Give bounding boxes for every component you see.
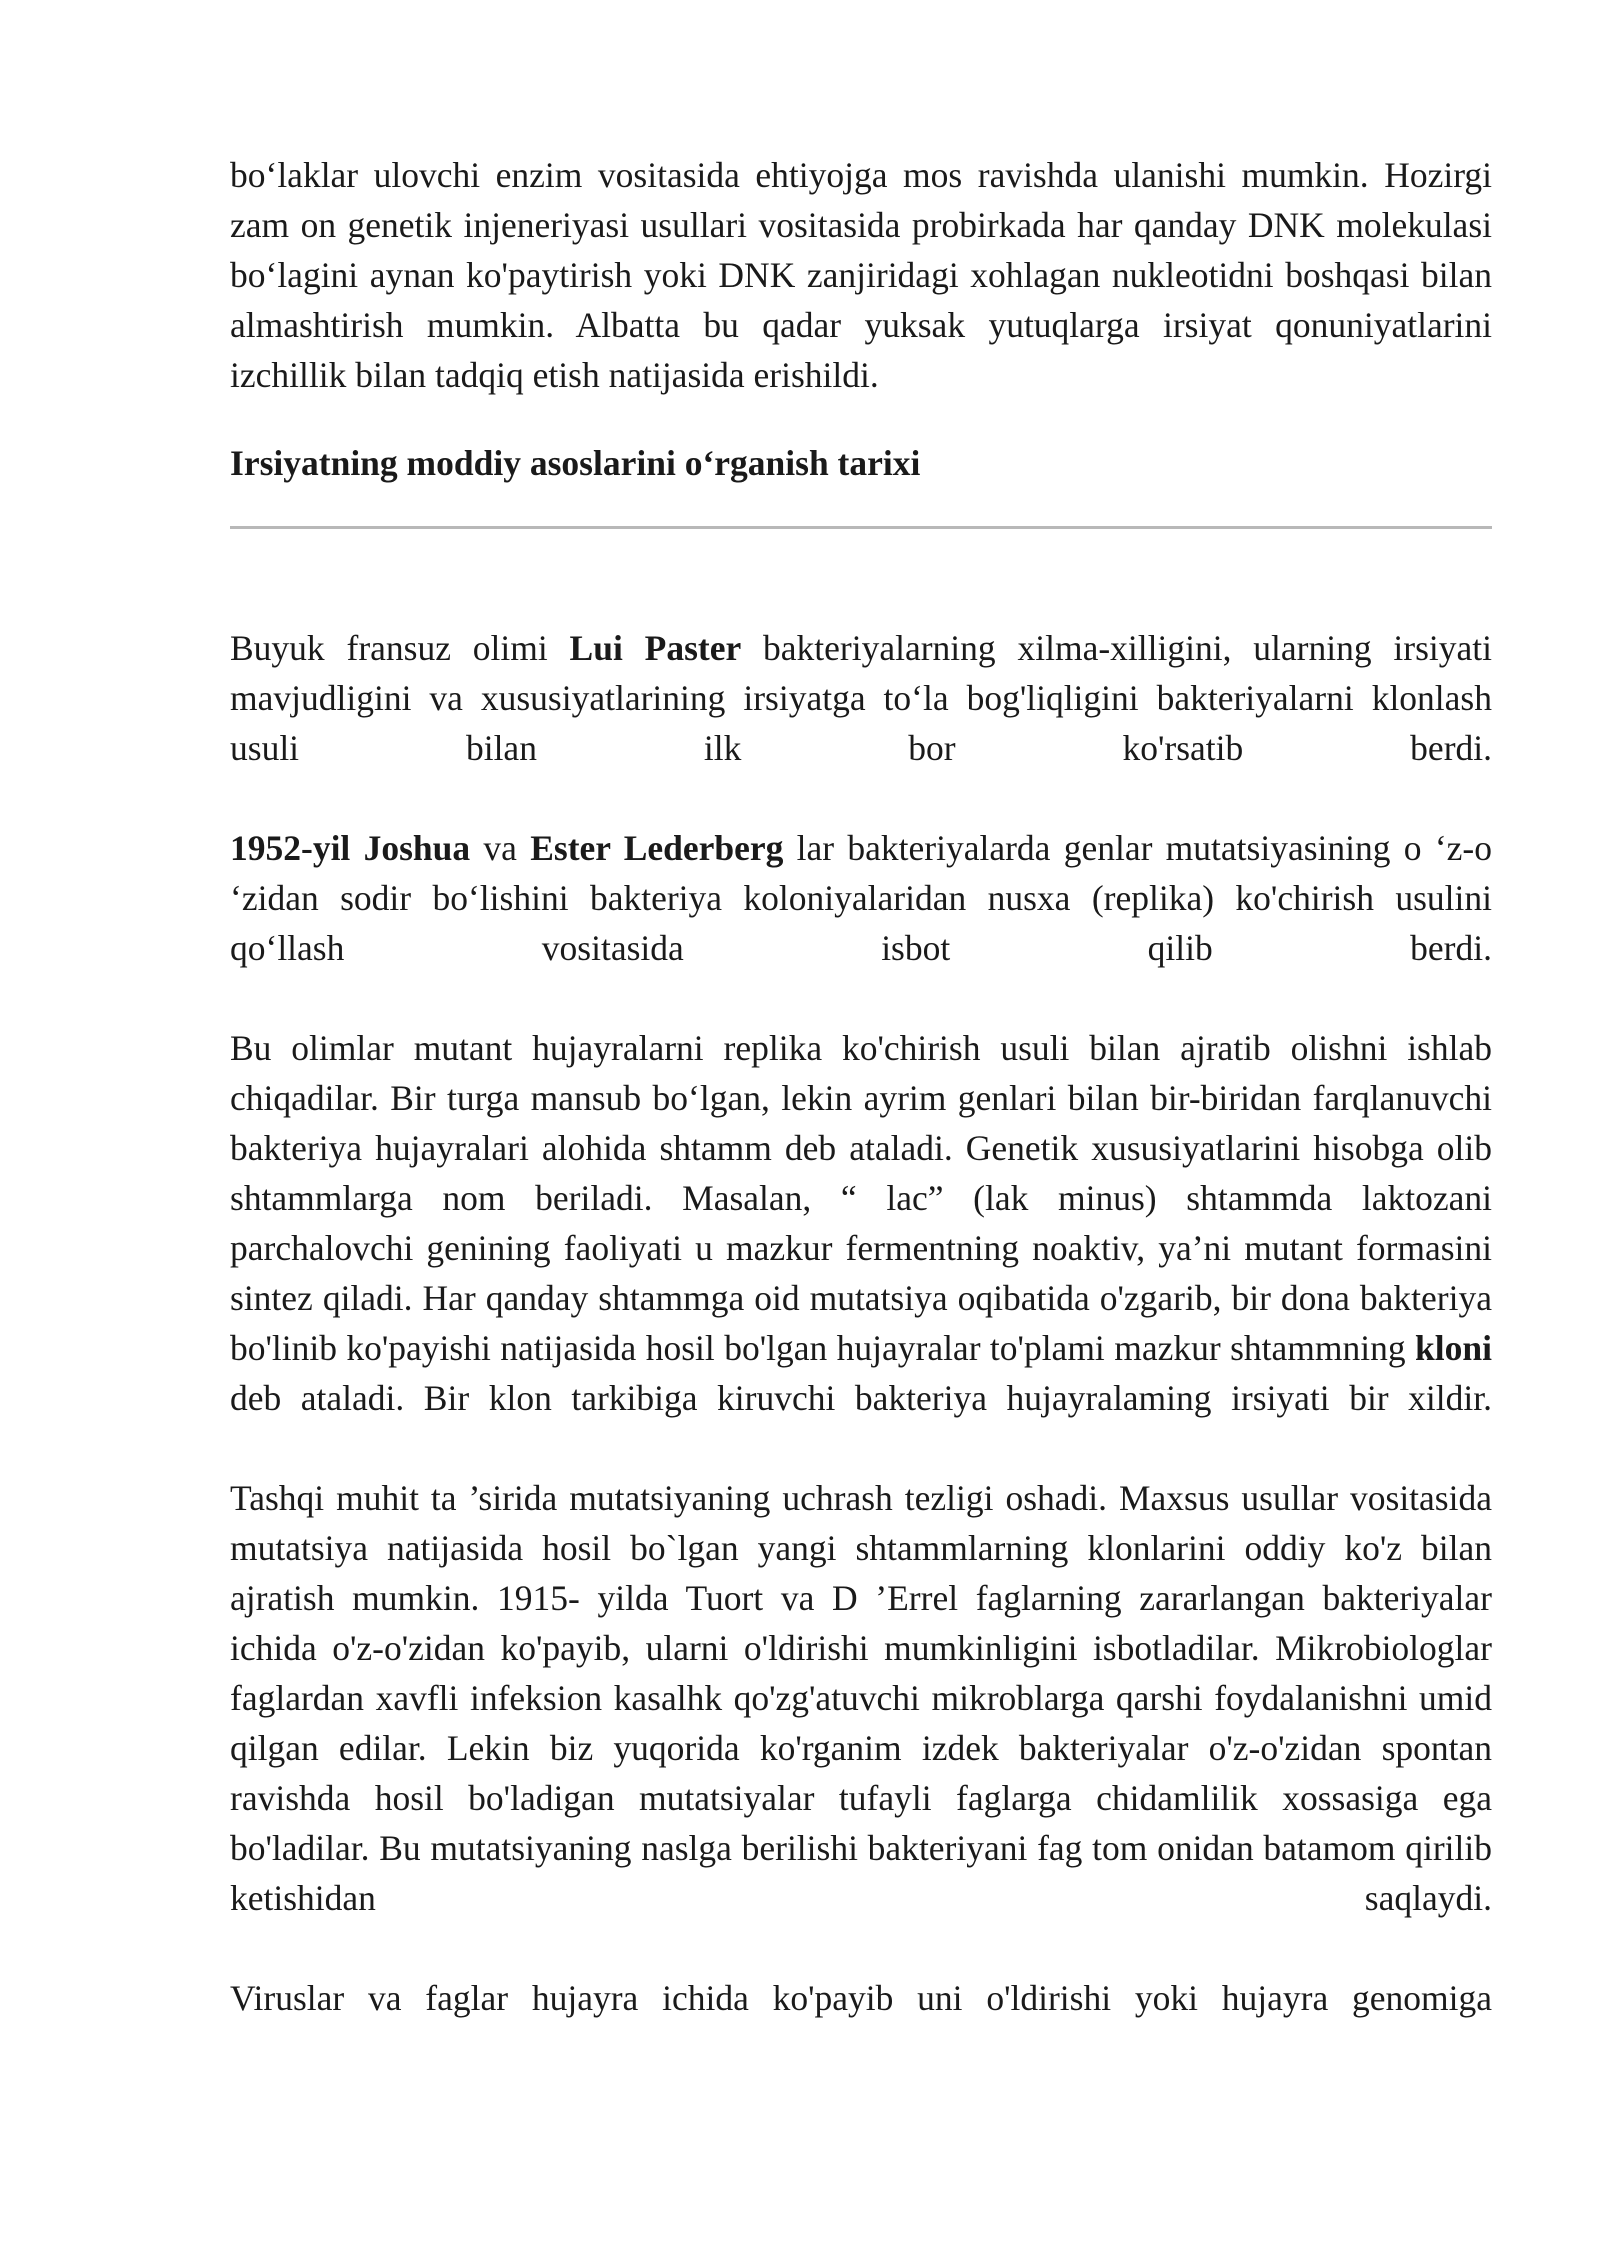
intro-paragraph: bo‘laklar ulovchi enzim vositasida ehtiyojga mos ravishda ulanishi mumkin. Hozirgi zam on genetik injeneriyasi usullari vositasida probirkada har qanday DNK molekulasi bo‘lagini aynan ko'paytirish yoki DNK zanjiridagi xohlagan nukleotidni boshqasi bilan almashtirish mumkin. Albatta bu qadar yuksak yutuqlarga irsiyat qonuniyatlarini izchillik bilan tadqiq etish natijasida erishildi. xyxy=(230,155,1492,395)
bold-term-kloni: kloni xyxy=(1415,1328,1492,1368)
paragraph-text: deb ataladi. Bir klon tarkibiga kiruvchi bakteriya hujayralaming irsiyati bir xildir. xyxy=(230,1378,1492,1418)
bold-year-joshua: 1952-yil Joshua xyxy=(230,828,471,868)
paragraph-lui-paster xyxy=(230,623,1492,773)
paragraph-viruses: Viruslar va faglar hujayra ichida ko'payib uni o'ldirishi yoki hujayra genomiga xyxy=(230,1978,1492,2018)
paragraph-text: Bu olimlar mutant hujayralarni replika ko'chirish usuli bilan ajratib olishni ishlab chiqadilar. Bir turga mansub bo‘lgan, lekin ayrim genlari bilan bir-biridan farqlanuvchi bakteriya hujayralari alohida shtamm deb ataladi. Genetik xususiyatlarini hisobga olib shtammlarga nom beriladi. Masalan, “ lac” (lak minus) shtammda laktozani parchalovchi genining faoliyati u mazkur fermentning noaktiv, ya’ni mutant formasini sintez qiladi. Har qanday shtammga oid mutatsiya oqibatida o'zgarib, bir dona bakteriya bo'linib ko'payishi natijasida hosil bo'lgan hujayralar to'plami mazkur shtammning xyxy=(230,1028,1492,1368)
document-page xyxy=(230,150,1492,2023)
paragraph-text: bakteriyalarning xilma-xilligini, ularning irsiyati mavjudligini va xususiyatlarining irsiyatga to‘la bog'liqligini bakteriyalarni klonlash usuli bilan ilk bor ko'rsatib berdi. xyxy=(230,628,1492,768)
paragraph-lederberg xyxy=(230,823,1492,973)
paragraph-mutation-rate: Tashqi muhit ta ’sirida mutatsiyaning uchrash tezligi oshadi. Maxsus usullar vositasida mutatsiya natijasida hosil bo`lgan yangi shtammlarning klonlarini oddiy ko'z bilan ajratish mumkin. 1915- yilda Tuort va D ’Errel faglarning zararlangan bakteriyalar ichida o'z-o'zidan ko'payib, ularni o'ldirishi mumkinligini isbotladilar. Mikrobiologlar faglardan xavfli infeksion kasalhk qo'zg'atuvchi mikroblarga qarshi foydalanishni umid qilgan edilar. Lekin biz yuqorida ko'rganim izdek bakteriyalar o'z-o'zidan spontan ravishda hosil bo'ladigan mutatsiyalar tufayli faglarga chidamlilik xossasiga ega bo'ladilar. Bu mutatsiyaning naslga berilishi bakteriyani fag tom onidan batamom qirilib ketishidan saqlaydi. xyxy=(230,1478,1492,1918)
paragraph-text: Buyuk fransuz olimi xyxy=(230,628,570,668)
horizontal-rule xyxy=(230,526,1492,529)
section-heading: Irsiyatning moddiy asoslarini o‘rganish tarixi xyxy=(230,443,921,483)
bold-name-ester-lederberg: Ester Lederberg xyxy=(530,828,784,868)
bold-name-lui-paster: Lui Paster xyxy=(569,628,742,668)
paragraph-mutant-cells xyxy=(230,1023,1492,1423)
paragraph-text: lar bakteriyalarda genlar mutatsiyasining o ‘z-o ‘zidan sodir bo‘lishini bakteriya koloniyalaridan nusxa (replika) ko'chirish usulini qo‘llash vositasida isbot qilib berdi. xyxy=(230,828,1492,968)
paragraph-text: va xyxy=(470,828,531,868)
